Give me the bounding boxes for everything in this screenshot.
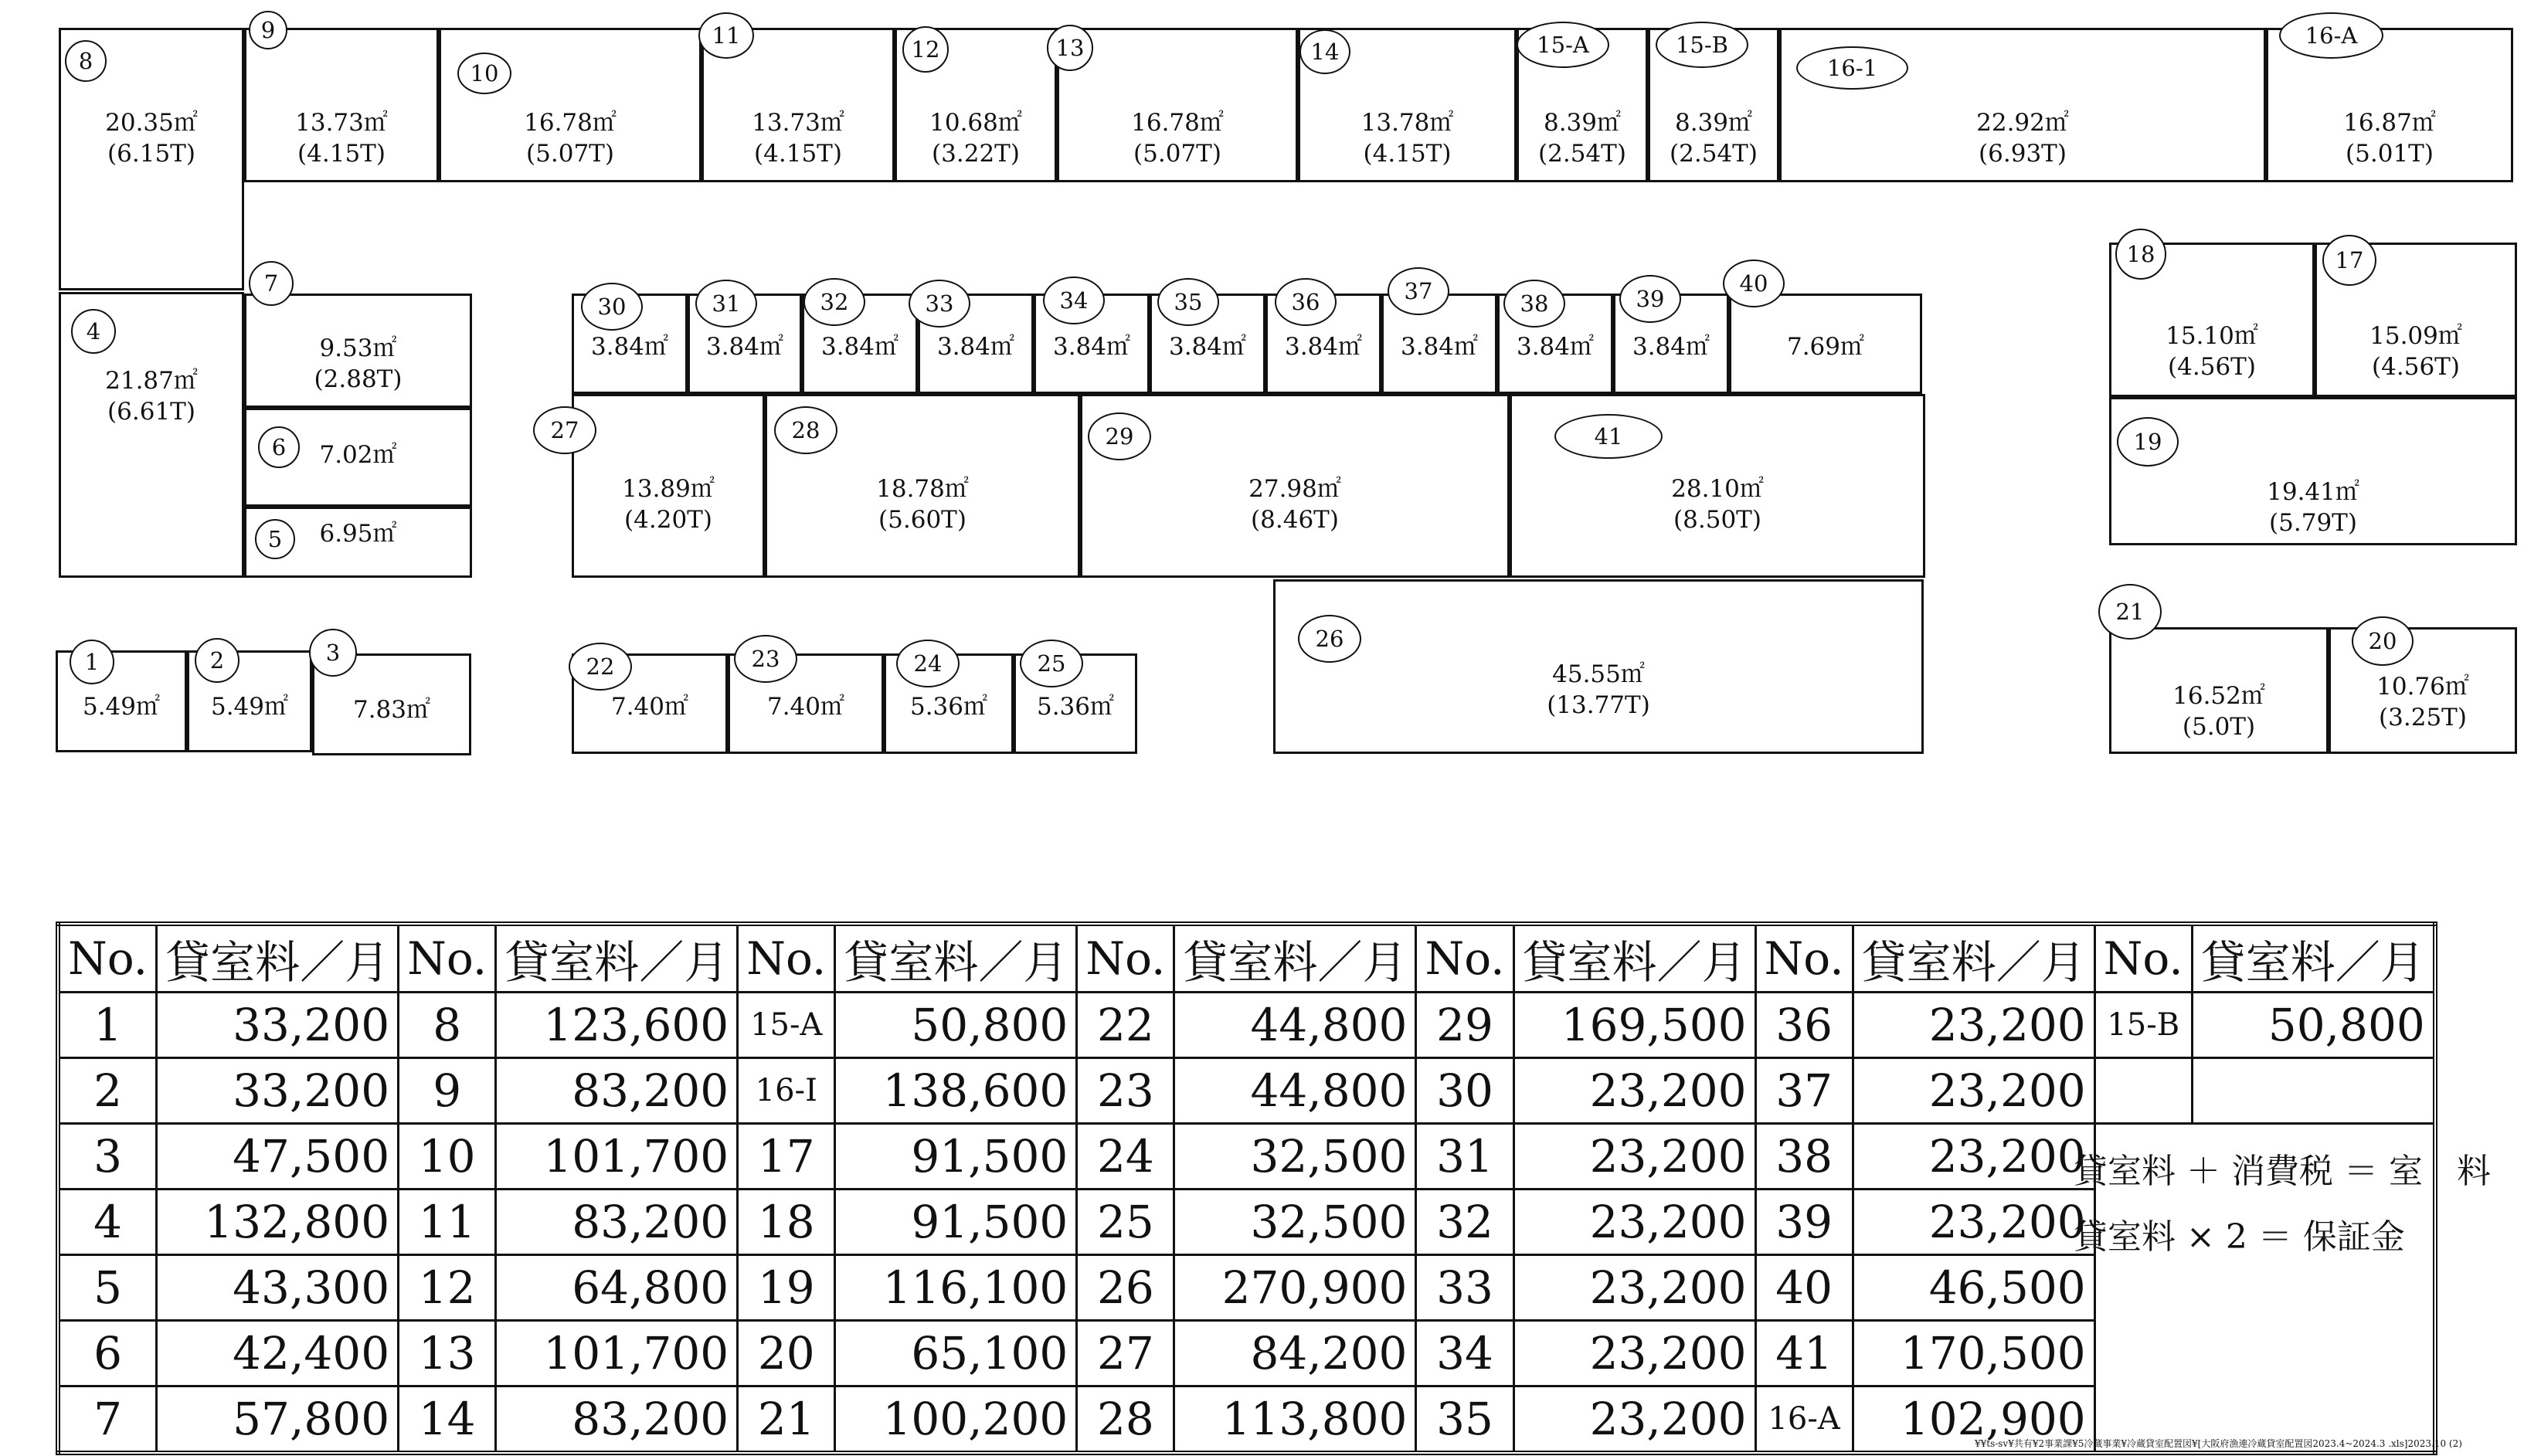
unit-no-cell: 1 <box>58 993 157 1058</box>
unit-area: 15.09㎡ <box>2369 322 2462 350</box>
unit-no-cell: 37 <box>1755 1058 1853 1124</box>
table-row <box>58 1255 2435 1321</box>
unit-no-cell: 12 <box>399 1255 496 1321</box>
unit-number-label: 24 <box>896 640 960 687</box>
rent-fee-cell: 170,500 <box>1853 1321 2094 1386</box>
unit-area: 3.84㎡ <box>1168 333 1247 361</box>
header-no: No. <box>1755 924 1853 993</box>
rent-fee-cell: 113,800 <box>1174 1386 1416 1454</box>
unit-area: 15.10㎡ <box>2166 322 2258 350</box>
unit-area: 16.52㎡ <box>2172 682 2265 710</box>
unit-area: 13.89㎡ <box>622 475 715 503</box>
unit-no-cell: 27 <box>1077 1321 1174 1386</box>
rent-fee-cell: 47,500 <box>157 1124 399 1190</box>
unit-number-label: 15-B <box>1656 22 1748 68</box>
unit-number-label: 39 <box>1619 275 1681 323</box>
unit-19 <box>2109 397 2517 545</box>
unit-no-cell: 31 <box>1416 1124 1513 1190</box>
unit-no-cell: 35 <box>1416 1386 1513 1454</box>
rent-fee-cell: 116,100 <box>835 1255 1077 1321</box>
rent-fee-cell <box>2192 1058 2435 1124</box>
unit-tonnage: (5.0T) <box>2182 713 2256 742</box>
unit-area: 10.76㎡ <box>2376 673 2469 701</box>
note-deposit: 貸室料 × 2 ＝ 保証金 <box>2074 1217 2405 1257</box>
rent-fee-cell: 101,700 <box>496 1124 738 1190</box>
unit-area: 7.83㎡ <box>352 696 431 724</box>
unit-area: 7.40㎡ <box>766 693 845 721</box>
unit-area: 5.49㎡ <box>82 693 161 721</box>
unit-number-label: 25 <box>1020 640 1083 687</box>
header-no: No. <box>58 924 157 993</box>
unit-area: 20.35㎡ <box>105 109 198 137</box>
unit-number-label: 23 <box>734 635 797 683</box>
header-fee: 貸室料／月 <box>1174 924 1416 993</box>
unit-no-cell: 13 <box>399 1321 496 1386</box>
unit-number-label: 40 <box>1723 260 1785 307</box>
unit-number-label: 13 <box>1047 25 1093 71</box>
unit-number-label: 2 <box>195 638 239 683</box>
unit-tonnage: (4.15T) <box>297 140 386 168</box>
unit-number-label: 18 <box>2115 229 2166 280</box>
unit-number-label: 29 <box>1088 412 1151 460</box>
table-row <box>58 1058 2435 1124</box>
rent-fee-cell: 50,800 <box>835 993 1077 1058</box>
unit-number-label: 8 <box>65 40 107 82</box>
rent-fee-cell: 23,200 <box>1853 993 2094 1058</box>
rent-fee-cell: 84,200 <box>1174 1321 1416 1386</box>
rent-fee-cell: 57,800 <box>157 1386 399 1454</box>
rent-fee-cell: 32,500 <box>1174 1190 1416 1255</box>
unit-area: 16.78㎡ <box>1131 109 1224 137</box>
unit-area: 13.73㎡ <box>752 109 844 137</box>
unit-number-label: 17 <box>2322 235 2376 286</box>
header-fee: 貸室料／月 <box>1513 924 1755 993</box>
unit-no-cell: 5 <box>58 1255 157 1321</box>
unit-number-label: 4 <box>71 309 116 354</box>
unit-tonnage: (5.01T) <box>2346 140 2434 168</box>
header-fee: 貸室料／月 <box>835 924 1077 993</box>
unit-area: 5.36㎡ <box>1036 693 1115 721</box>
unit-number-label: 16-A <box>2279 12 2383 59</box>
unit-area: 3.84㎡ <box>1516 333 1595 361</box>
rent-fee-cell: 23,200 <box>1513 1321 1755 1386</box>
rent-fee-cell: 44,800 <box>1174 1058 1416 1124</box>
rent-fee-cell: 23,200 <box>1853 1058 2094 1124</box>
header-fee: 貸室料／月 <box>1853 924 2094 993</box>
unit-no-cell: 10 <box>399 1124 496 1190</box>
unit-area: 13.73㎡ <box>295 109 388 137</box>
header-no: No. <box>1416 924 1513 993</box>
unit-tonnage: (3.25T) <box>2379 704 2467 732</box>
unit-number-label: 34 <box>1043 277 1105 324</box>
unit-number-label: 6 <box>258 426 300 468</box>
unit-area: 45.55㎡ <box>1552 660 1645 688</box>
unit-number-label: 38 <box>1503 280 1565 328</box>
unit-no-cell: 33 <box>1416 1255 1513 1321</box>
unit-no-cell: 20 <box>738 1321 835 1386</box>
unit-area: 3.84㎡ <box>590 333 669 361</box>
unit-area: 19.41㎡ <box>2267 478 2359 506</box>
unit-area: 16.78㎡ <box>524 109 617 137</box>
unit-area: 8.39㎡ <box>1543 109 1622 137</box>
unit-no-cell: 3 <box>58 1124 157 1190</box>
unit-13 <box>1057 28 1298 182</box>
unit-tonnage: (4.56T) <box>2372 353 2460 382</box>
rent-fee-cell: 123,600 <box>496 993 738 1058</box>
unit-tonnage: (4.56T) <box>2168 353 2256 382</box>
unit-area: 18.78㎡ <box>876 475 969 503</box>
rent-fee-cell: 102,900 <box>1853 1386 2094 1454</box>
unit-no-cell: 39 <box>1755 1190 1853 1255</box>
rent-fee-cell: 100,200 <box>835 1386 1077 1454</box>
unit-no-cell: 41 <box>1755 1321 1853 1386</box>
rent-fee-cell: 42,400 <box>157 1321 399 1386</box>
unit-number-label: 30 <box>581 283 643 331</box>
unit-number-label: 41 <box>1554 414 1663 459</box>
header-no: No. <box>1077 924 1174 993</box>
unit-tonnage: (5.60T) <box>878 506 966 535</box>
rent-fee-cell: 83,200 <box>496 1058 738 1124</box>
rent-fee-cell: 44,800 <box>1174 993 1416 1058</box>
unit-no-cell: 8 <box>399 993 496 1058</box>
unit-tonnage: (8.50T) <box>1673 506 1761 535</box>
unit-tonnage: (5.79T) <box>2269 509 2357 538</box>
unit-area: 3.84㎡ <box>1400 333 1479 361</box>
rent-table-header <box>58 924 2435 993</box>
unit-no-cell: 21 <box>738 1386 835 1454</box>
unit-tonnage: (6.93T) <box>1979 140 2067 168</box>
unit-number-label: 32 <box>803 278 865 326</box>
unit-area: 3.84㎡ <box>1284 333 1363 361</box>
unit-no-cell: 6 <box>58 1321 157 1386</box>
unit-number-label: 22 <box>569 643 632 691</box>
unit-number-label: 5 <box>255 519 295 559</box>
unit-no-cell: 23 <box>1077 1058 1174 1124</box>
unit-area: 3.84㎡ <box>705 333 784 361</box>
unit-number-label: 27 <box>533 406 596 454</box>
rent-fee-cell: 91,500 <box>835 1124 1077 1190</box>
unit-number-label: 21 <box>2098 584 2162 640</box>
rent-fee-cell: 138,600 <box>835 1058 1077 1124</box>
unit-tonnage: (2.54T) <box>1538 140 1626 168</box>
unit-tonnage: (2.88T) <box>314 365 403 394</box>
header-fee: 貸室料／月 <box>157 924 399 993</box>
header-no: No. <box>738 924 835 993</box>
unit-no-cell: 29 <box>1416 993 1513 1058</box>
unit-tonnage: (13.77T) <box>1547 691 1650 720</box>
rent-fee-cell: 23,200 <box>1513 1386 1755 1454</box>
unit-no-cell: 32 <box>1416 1190 1513 1255</box>
unit-number-label: 19 <box>2117 417 2179 467</box>
unit-no-cell: 17 <box>738 1124 835 1190</box>
unit-number-label: 31 <box>695 280 757 328</box>
unit-area: 7.40㎡ <box>610 693 689 721</box>
unit-area: 8.39㎡ <box>1674 109 1753 137</box>
unit-number-label: 15-A <box>1517 22 1609 68</box>
rent-fee-cell: 23,200 <box>1513 1058 1755 1124</box>
unit-no-cell: 22 <box>1077 993 1174 1058</box>
unit-number-label: 28 <box>774 406 837 454</box>
unit-area: 3.84㎡ <box>1632 333 1710 361</box>
unit-number-label: 7 <box>249 261 294 306</box>
rent-fee-cell: 132,800 <box>157 1190 399 1255</box>
unit-no-cell <box>2094 1058 2192 1124</box>
unit-area: 7.69㎡ <box>1786 333 1865 361</box>
unit-no-cell: 4 <box>58 1190 157 1255</box>
unit-number-label: 11 <box>698 12 754 59</box>
rent-fee-cell: 23,200 <box>1513 1190 1755 1255</box>
unit-no-cell: 34 <box>1416 1321 1513 1386</box>
unit-area: 3.84㎡ <box>1052 333 1131 361</box>
unit-no-cell: 24 <box>1077 1124 1174 1190</box>
unit-no-cell: 16-I <box>738 1058 835 1124</box>
unit-number-label: 35 <box>1157 278 1219 326</box>
unit-no-cell: 38 <box>1755 1124 1853 1190</box>
rent-fee-cell: 101,700 <box>496 1321 738 1386</box>
unit-area: 21.87㎡ <box>105 367 198 395</box>
unit-no-cell: 16-A <box>1755 1386 1853 1454</box>
unit-number-label: 12 <box>902 26 949 73</box>
unit-tonnage: (5.07T) <box>526 140 614 168</box>
unit-tonnage: (6.61T) <box>107 398 195 426</box>
unit-27 <box>572 394 765 578</box>
rent-fee-cell: 64,800 <box>496 1255 738 1321</box>
unit-area: 5.49㎡ <box>210 693 289 721</box>
unit-number-label: 16-1 <box>1796 46 1908 90</box>
header-no: No. <box>2094 924 2192 993</box>
rent-fee-cell: 33,200 <box>157 1058 399 1124</box>
unit-number-label: 10 <box>457 53 511 94</box>
unit-tonnage: (3.22T) <box>932 140 1020 168</box>
unit-number-label: 26 <box>1298 615 1361 663</box>
unit-tonnage: (8.46T) <box>1251 506 1339 535</box>
rent-fee-cell: 169,500 <box>1513 993 1755 1058</box>
unit-no-cell: 15-B <box>2094 993 2192 1058</box>
rent-fee-cell: 65,100 <box>835 1321 1077 1386</box>
unit-21 <box>2109 627 2329 754</box>
rent-fee-cell: 32,500 <box>1174 1124 1416 1190</box>
header-no: No. <box>399 924 496 993</box>
unit-number-label: 9 <box>249 11 287 49</box>
unit-no-cell: 28 <box>1077 1386 1174 1454</box>
unit-no-cell: 26 <box>1077 1255 1174 1321</box>
unit-no-cell: 36 <box>1755 993 1853 1058</box>
rent-fee-cell: 23,200 <box>1513 1124 1755 1190</box>
table-row <box>58 993 2435 1058</box>
unit-no-cell: 25 <box>1077 1190 1174 1255</box>
rent-fee-cell: 46,500 <box>1853 1255 2094 1321</box>
unit-tonnage: (6.15T) <box>107 140 195 168</box>
unit-area: 16.87㎡ <box>2343 109 2436 137</box>
rent-fee-cell: 23,200 <box>1853 1124 2094 1190</box>
unit-no-cell: 9 <box>399 1058 496 1124</box>
unit-area: 22.92㎡ <box>1976 109 2069 137</box>
unit-tonnage: (5.07T) <box>1133 140 1221 168</box>
unit-tonnage: (2.54T) <box>1670 140 1758 168</box>
unit-26 <box>1273 579 1924 754</box>
unit-no-cell: 18 <box>738 1190 835 1255</box>
rent-fee-cell: 270,900 <box>1174 1255 1416 1321</box>
unit-area: 13.78㎡ <box>1361 109 1454 137</box>
unit-no-cell: 7 <box>58 1386 157 1454</box>
unit-number-label: 1 <box>70 640 114 684</box>
rent-fee-cell: 91,500 <box>835 1190 1077 1255</box>
header-fee: 貸室料／月 <box>2192 924 2435 993</box>
unit-tonnage: (4.15T) <box>1363 140 1452 168</box>
unit-no-cell: 15-A <box>738 993 835 1058</box>
unit-area: 6.95㎡ <box>319 520 397 548</box>
unit-area: 27.98㎡ <box>1248 475 1341 503</box>
unit-area: 28.10㎡ <box>1671 475 1764 503</box>
header-fee: 貸室料／月 <box>496 924 738 993</box>
unit-no-cell: 40 <box>1755 1255 1853 1321</box>
unit-40 <box>1729 294 1922 394</box>
rent-fee-cell: 83,200 <box>496 1190 738 1255</box>
unit-tonnage: (4.20T) <box>624 506 712 535</box>
unit-no-cell: 14 <box>399 1386 496 1454</box>
unit-number-label: 20 <box>2352 616 2414 666</box>
rent-fee-cell: 33,200 <box>157 993 399 1058</box>
unit-number-label: 3 <box>309 629 357 677</box>
file-path: ¥¥ts-sv¥共有¥2事業課¥5冷蔵事業¥冷蔵貸室配置図¥[大阪府漁連冷蔵貸室配置図2023.4~2024.3 .xls]2023.10 (2) <box>1975 1438 2462 1449</box>
unit-area: 9.53㎡ <box>319 334 397 362</box>
unit-no-cell: 2 <box>58 1058 157 1124</box>
rent-fee-cell: 43,300 <box>157 1255 399 1321</box>
unit-9 <box>244 28 439 182</box>
unit-area: 3.84㎡ <box>936 333 1015 361</box>
unit-area: 3.84㎡ <box>820 333 899 361</box>
unit-no-cell: 19 <box>738 1255 835 1321</box>
unit-number-label: 37 <box>1388 267 1449 315</box>
unit-area: 5.36㎡ <box>909 693 988 721</box>
rent-fee-cell: 83,200 <box>496 1386 738 1454</box>
unit-7 <box>244 294 472 408</box>
unit-number-label: 33 <box>909 280 970 328</box>
note-tax: 貸室料 ＋ 消費税 ＝ 室 料 <box>2074 1152 2491 1191</box>
unit-area: 7.02㎡ <box>319 441 397 469</box>
unit-no-cell: 30 <box>1416 1058 1513 1124</box>
unit-10 <box>439 28 701 182</box>
table-row <box>58 1321 2435 1386</box>
rent-fee-cell: 50,800 <box>2192 993 2435 1058</box>
unit-area: 10.68㎡ <box>929 109 1022 137</box>
unit-tonnage: (4.15T) <box>754 140 842 168</box>
unit-number-label: 36 <box>1275 278 1337 326</box>
rent-fee-cell: 23,200 <box>1853 1190 2094 1255</box>
rent-fee-cell: 23,200 <box>1513 1255 1755 1321</box>
unit-no-cell: 11 <box>399 1190 496 1255</box>
unit-number-label: 14 <box>1299 29 1350 74</box>
